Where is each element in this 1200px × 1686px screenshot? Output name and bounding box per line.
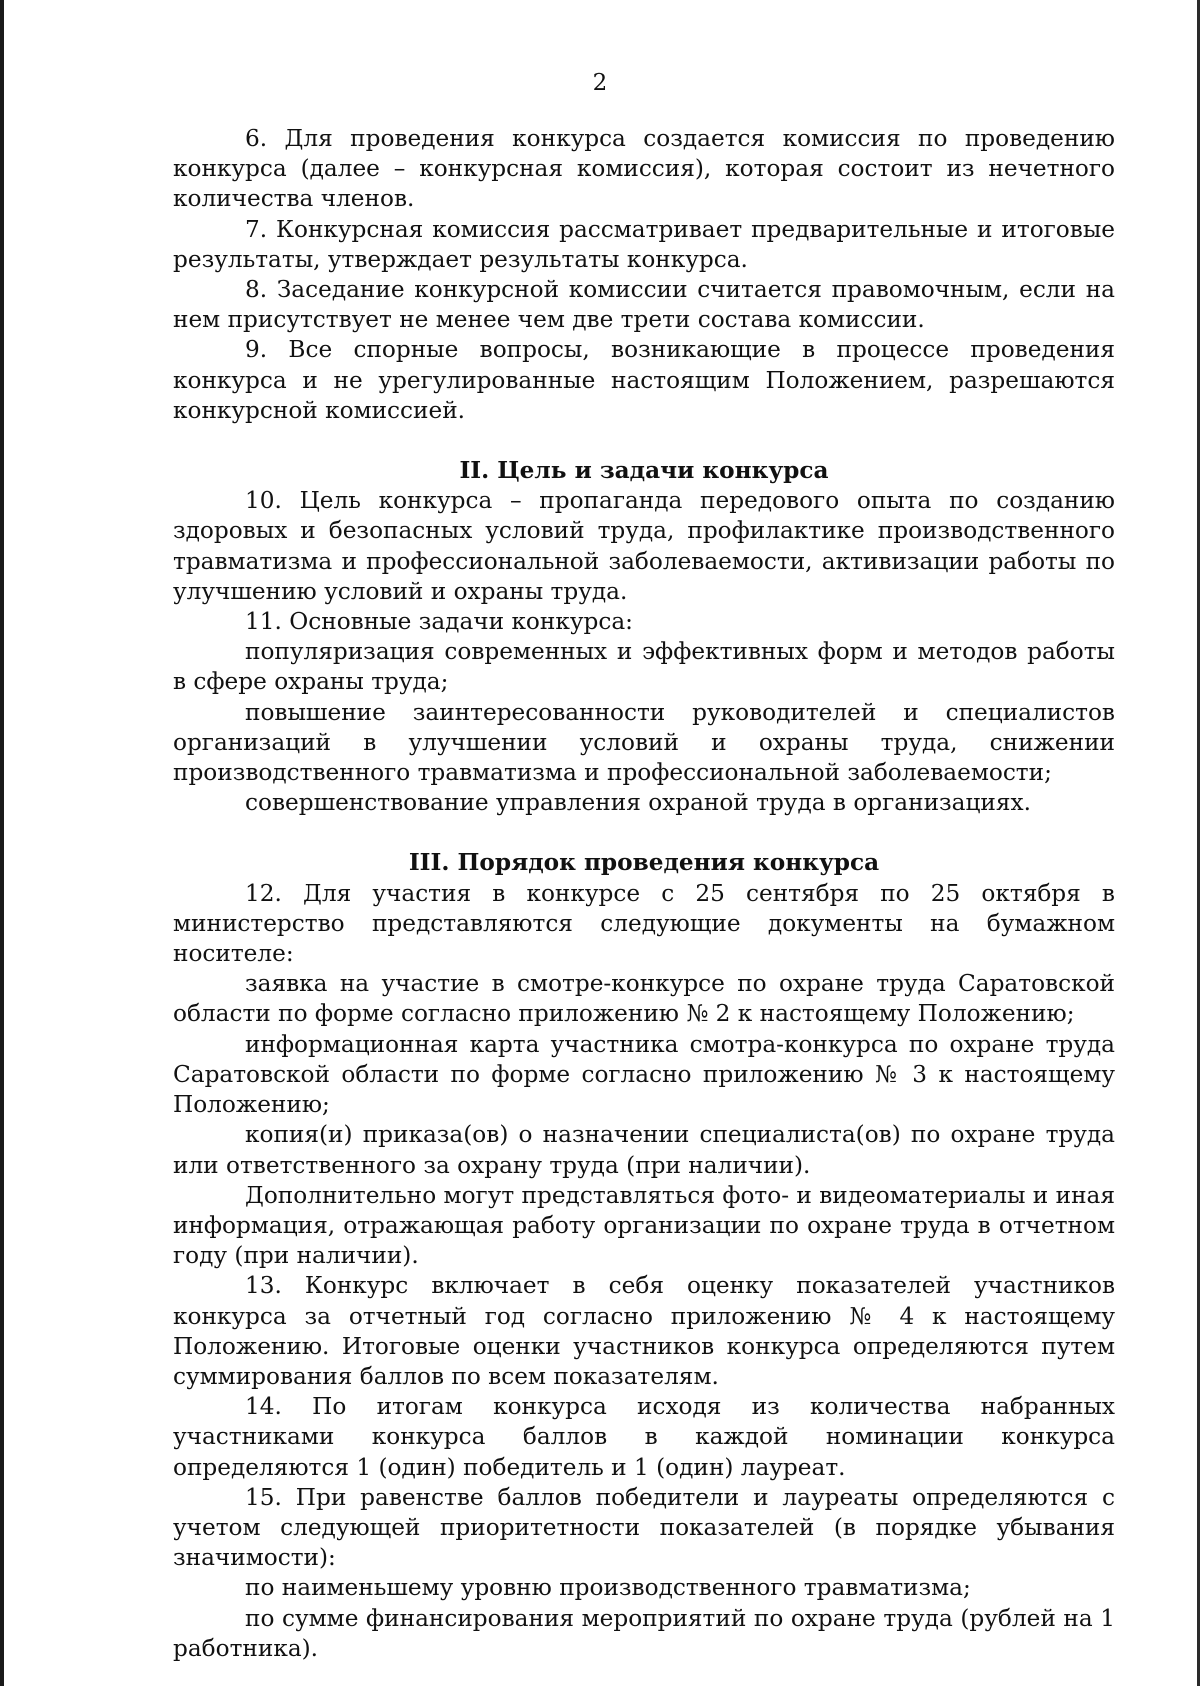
section-intro — [173, 124, 1115, 426]
section-heading: III. Порядок проведения конкурса — [408, 849, 880, 877]
paragraph: 6. Для проведения конкурса создается комиссия по проведению конкурса (далее – конкурсная комиссия), которая состоит из нечетного количества членов. — [173, 125, 1115, 213]
paragraph: 11. Основные задачи конкурса: — [245, 608, 633, 636]
paragraph: 15. При равенстве баллов победители и лауреаты определяются с учетом следующей приоритетности показателей (в порядке убывания значимости): — [173, 1483, 1115, 1572]
paragraph: заявка на участие в смотре-конкурсе по охране труда Саратовской области по форме согласно приложению № 2 к настоящему Положению; — [173, 970, 1115, 1028]
scan-edge-left — [0, 0, 4, 1686]
paragraph: 12. Для участия в конкурсе с 25 сентября по 25 октября в министерство представляются следующие документы на бумажном носителе: — [173, 879, 1115, 968]
page-number: 2 — [592, 70, 608, 96]
paragraph: 13. Конкурс включает в себя оценку показателей участников конкурса за отчетный год согласно приложению № 4 к настоящему Положению. Итоговые оценки участников конкурса определяются путем суммирования баллов по всем показателям. — [173, 1272, 1115, 1390]
paragraph: по сумме финансирования мероприятий по охране труда (рублей на 1 работника). — [173, 1604, 1115, 1662]
paragraph: 14. По итогам конкурса исходя из количества набранных участниками конкурса баллов в каждой номинации конкурса определяются 1 (один) победитель и 1 (один) лауреат. — [173, 1393, 1115, 1481]
paragraph: повышение заинтересованности руководителей и специалистов организаций в улучшении условий и охраны труда, снижении производственного травматизма и профессиональной заболеваемости; — [173, 698, 1115, 787]
section-spacer — [173, 818, 1115, 848]
paragraph: 8. Заседание конкурсной комиссии считается правомочным, если на нем присутствует не менее чем две трети состава комиссии. — [173, 276, 1115, 334]
section-spacer — [173, 426, 1115, 456]
paragraph: копия(и) приказа(ов) о назначении специалиста(ов) по охране труда или ответственного за охрану труда (при наличии). — [173, 1121, 1115, 1179]
paragraph: по наименьшему уровню производственного травматизма; — [245, 1574, 971, 1602]
paragraph: популяризация современных и эффективных форм и методов работы в сфере охраны труда; — [173, 638, 1115, 696]
paragraph: информационная карта участника смотра-конкурса по охране труда Саратовской области по форме согласно приложению № 3 к настоящему Положению; — [173, 1030, 1115, 1119]
paragraph: 10. Цель конкурса – пропаганда передового опыта по созданию здоровых и безопасных условий труда, профилактике производственного травматизма и профессиональной заболеваемости, активизации работы по улучшению условий и охраны труда. — [173, 487, 1115, 605]
paragraph: совершенствование управления охраной труда в организациях. — [245, 789, 1031, 817]
paragraph: 9. Все спорные вопросы, возникающие в процессе проведения конкурса и не урегулированные настоящим Положением, разрешаются конкурсной комиссией. — [173, 336, 1115, 424]
paragraph: Дополнительно могут представляться фото- и видеоматериалы и иная информация, отражающая работу организации по охране труда в отчетном году (при наличии). — [173, 1181, 1115, 1270]
section-heading: II. Цель и задачи конкурса — [459, 457, 829, 485]
paragraph: 7. Конкурсная комиссия рассматривает предварительные и итоговые результаты, утверждает результаты конкурса. — [173, 215, 1115, 273]
document-body — [173, 124, 1115, 1664]
section-goals — [173, 456, 1115, 818]
section-procedure — [173, 848, 1115, 1663]
